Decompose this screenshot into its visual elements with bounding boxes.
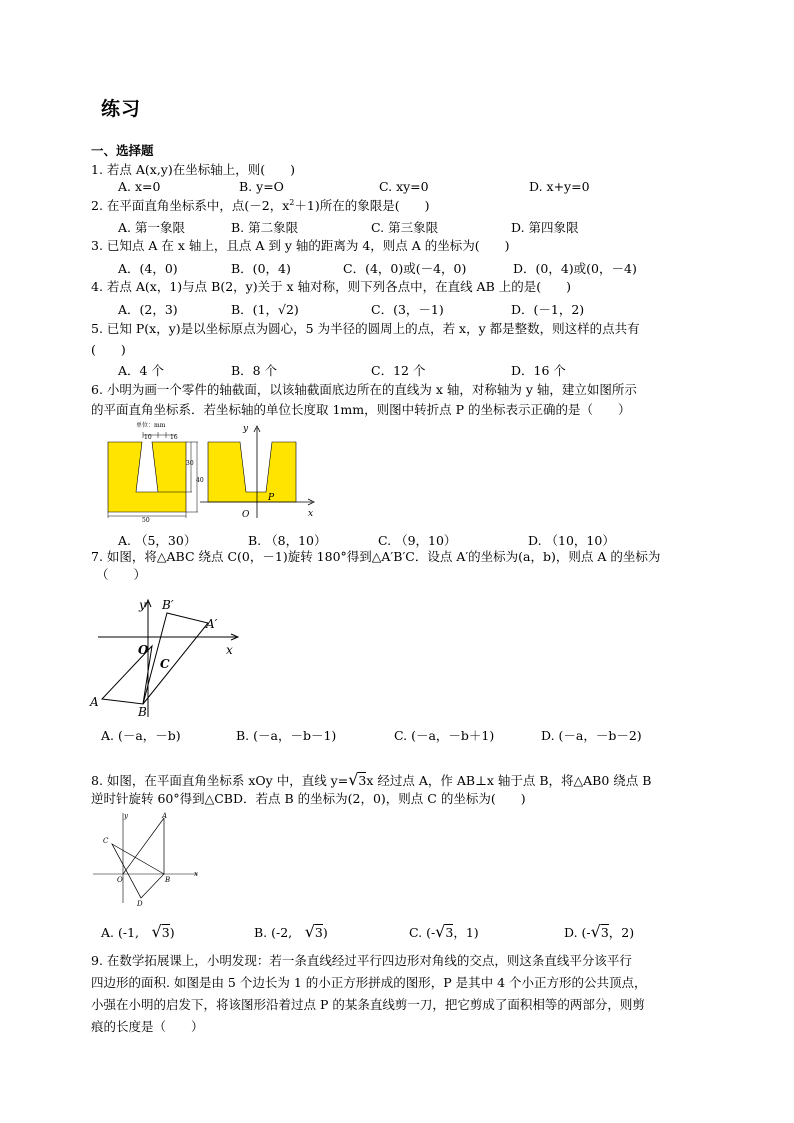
- q5-option-d: D．16 个: [511, 363, 566, 378]
- q4-option-b: B．(1，√2): [231, 302, 299, 317]
- q8-line-oa: [123, 818, 164, 874]
- q6-fig-d30: 30: [186, 460, 194, 467]
- q8-option-a: [101, 922, 175, 941]
- q3-option-c: C．(4，0)或(－4，0): [343, 261, 467, 276]
- q8-fig-x-label: x: [194, 870, 198, 878]
- q8-c-pre: C. (-: [409, 925, 436, 940]
- q8-sqrt-sign: √: [348, 770, 359, 789]
- section-heading: 一、选择题: [91, 143, 154, 158]
- q6-option-c: C. （9，10）: [378, 533, 457, 548]
- q8-d-sqrt: 3: [600, 925, 609, 940]
- q8-d-sqrt-sign: √: [590, 922, 601, 941]
- q7-option-a: A. (－a，－b): [101, 728, 181, 743]
- q8-d-pre: D. (-: [564, 925, 591, 940]
- q5-option-b: B．8 个: [231, 363, 278, 378]
- q3-option-b: B．(0，4): [231, 261, 291, 276]
- q1-option-c: C. xy=0: [379, 179, 429, 194]
- question-9-line1: 9. 在数学拓展课上，小明发现：若一条直线经过平行四边形对角线的交点，则这条直线平分该平行: [91, 953, 632, 968]
- q3-option-d: D．(0，4)或(0，－4): [513, 261, 637, 276]
- q7-fig-x-label: x: [226, 643, 233, 657]
- question-7-stem-line1: 7. 如图，将△ABC 绕点 C(0，－1)旋转 180°得到△A′B′C．设点 A′的坐标为(a，b)，则点 A 的坐标为: [91, 549, 661, 564]
- q6-fig-d16: 16: [170, 434, 178, 441]
- question-5-stem-line1: 5. 已知 P(x，y)是以坐标原点为圆心，5 为半径的圆周上的点，若 x，y 都是整数，则这样的点共有: [91, 321, 640, 336]
- q6-option-d: D. （10，10）: [528, 533, 615, 548]
- q7-fig-point-a: A: [90, 695, 99, 709]
- q6-fig-origin: O: [242, 510, 250, 520]
- q4-option-c: C．(3，－1): [371, 302, 444, 317]
- q8-b-sqrt: 3: [314, 925, 323, 940]
- question-8-stem-line1: [91, 770, 651, 789]
- q7-option-b: B. (－a，－b－1): [236, 728, 337, 743]
- q8-c-sqrt-sign: √: [435, 922, 446, 941]
- q6-fig-d10: 10: [144, 434, 152, 441]
- question-6-stem-line1: 6. 小明为画一个零件的轴截面，以该轴截面底边所在的直线为 x 轴，对称轴为 y 轴，建立如图所示: [91, 382, 637, 397]
- q7-fig-origin: O: [138, 643, 149, 657]
- q6-fig-d50: 50: [142, 517, 150, 524]
- q8-fig-point-c: C: [103, 837, 109, 845]
- q7-option-d: D. (－a，－b－2): [541, 728, 642, 743]
- q6-option-a: A. （5，30）: [118, 533, 197, 548]
- q7-fig-y-label: y: [139, 598, 146, 612]
- question-9-line2: 四边形的面积. 如图是由 5 个边长为 1 的小正方形拼成的图形，P 是其中 4 个小正方形的公共顶点，: [91, 975, 647, 990]
- q1-option-a: A. x=0: [118, 179, 161, 194]
- question-5-stem-line2: ( ): [91, 342, 126, 357]
- q8-option-d: [564, 922, 634, 941]
- q6-fig-x-label: x: [308, 509, 314, 519]
- q8-sqrt-value: 3: [358, 773, 367, 788]
- q6-figure: [100, 418, 320, 524]
- q8-fig-y-label: y: [124, 812, 128, 820]
- question-6-stem-line2: 的平面直角坐标系．若坐标轴的单位长度取 1mm，则图中转折点 P 的坐标表示正确的是（ ）: [91, 402, 631, 417]
- q8-option-c: [409, 922, 479, 941]
- q2-stem-b: ＋1)所在的象限是( ): [294, 198, 430, 214]
- q4-option-a: A．(2，3): [118, 302, 178, 317]
- question-9-line4: 痕的长度是（ ）: [91, 1019, 204, 1034]
- q8-triangle-cbd: [112, 844, 164, 898]
- q7-fig-point-b: B: [138, 705, 147, 719]
- q2-option-a: A. 第一象限: [118, 220, 185, 235]
- q8-b-sqrt-sign: √: [304, 922, 315, 941]
- page-title: 练习: [101, 98, 142, 120]
- question-2-stem: [91, 198, 429, 213]
- q2-option-c: C. 第三象限: [371, 220, 439, 235]
- q1-option-b: B. y=O: [239, 179, 284, 194]
- q6-fig-left-part: [108, 442, 186, 512]
- q7-fig-point-c: C: [160, 657, 170, 671]
- q6-fig-y-label: y: [243, 424, 249, 434]
- q6-option-b: B. （8，10）: [248, 533, 327, 548]
- q2-option-d: D. 第四象限: [511, 220, 579, 235]
- q8-b-pre: B. (-2,: [254, 925, 293, 940]
- question-3-stem: 3. 已知点 A 在 x 轴上，且点 A 到 y 轴的距离为 4，则点 A 的坐标为( ): [91, 238, 510, 253]
- q6-fig-d40: 40: [196, 477, 204, 484]
- q8-a-sqrt-sign: √: [151, 922, 162, 941]
- q8-fig-origin: O: [117, 876, 123, 884]
- q2-stem-a: 2. 在平面直角坐标系中，点(－2，x: [91, 198, 290, 214]
- q4-option-d: D．(－1，2): [511, 302, 585, 317]
- q7-fig-bprime: B′: [162, 598, 174, 612]
- q8-c-post: ，1): [453, 925, 479, 940]
- q8-b-post: ): [322, 925, 328, 940]
- q6-fig-point-p: P: [268, 493, 275, 503]
- q1-option-d: D. x+y=0: [529, 179, 590, 194]
- question-7-stem-line2: （ ）: [96, 567, 147, 582]
- q7-figure: [88, 592, 248, 722]
- q2-option-b: B. 第二象限: [231, 220, 299, 235]
- q8-fig-point-b: B: [165, 876, 171, 884]
- q8-figure: [88, 808, 204, 908]
- q8-fig-point-d: D: [137, 900, 143, 908]
- question-1-stem: 1. 若点 A(x,y)在坐标轴上，则( ): [91, 162, 295, 177]
- q6-fig-right-part: [208, 442, 296, 502]
- q7-triangle-ab-c: [143, 613, 208, 704]
- question-4-stem: 4. 若点 A(x，1)与点 B(2，y)关于 x 轴对称，则下列各点中，在直线 AB 上的是( ): [91, 279, 571, 294]
- q8-a-post: ): [169, 925, 175, 940]
- q2-sup: 2: [289, 198, 295, 207]
- q8-c-sqrt: 3: [445, 925, 454, 940]
- q5-option-a: A．4 个: [118, 363, 164, 378]
- q5-option-c: C．12 个: [371, 363, 426, 378]
- question-9-line3: 小强在小明的启发下，将该图形沿着过点 P 的某条直线剪一刀，把它剪成了面积相等的两部分，则剪: [91, 997, 645, 1012]
- q6-fig-unit: 单位：mm: [136, 422, 166, 429]
- q3-option-a: A．(4，0): [118, 261, 178, 276]
- q7-option-c: C. (－a，－b＋1): [394, 728, 495, 743]
- q8-d-post: ，2): [608, 925, 635, 940]
- q7-fig-aprime: A′: [206, 617, 218, 631]
- q8-option-b: [254, 922, 328, 941]
- q8-stem-b: x 经过点 A，作 AB⊥x 轴于点 B，将△AB0 绕点 B: [366, 773, 652, 788]
- q8-a-sqrt: 3: [161, 925, 170, 940]
- question-8-stem-line2: 逆时针旋转 60°得到△CBD．若点 B 的坐标为(2，0)，则点 C 的坐标为( ): [91, 791, 526, 806]
- q8-a-pre: A. (-1,: [101, 925, 140, 940]
- q8-stem-a: 8. 如图，在平面直角坐标系 xOy 中，直线 y=: [91, 773, 349, 788]
- q8-fig-point-a: A: [162, 812, 168, 820]
